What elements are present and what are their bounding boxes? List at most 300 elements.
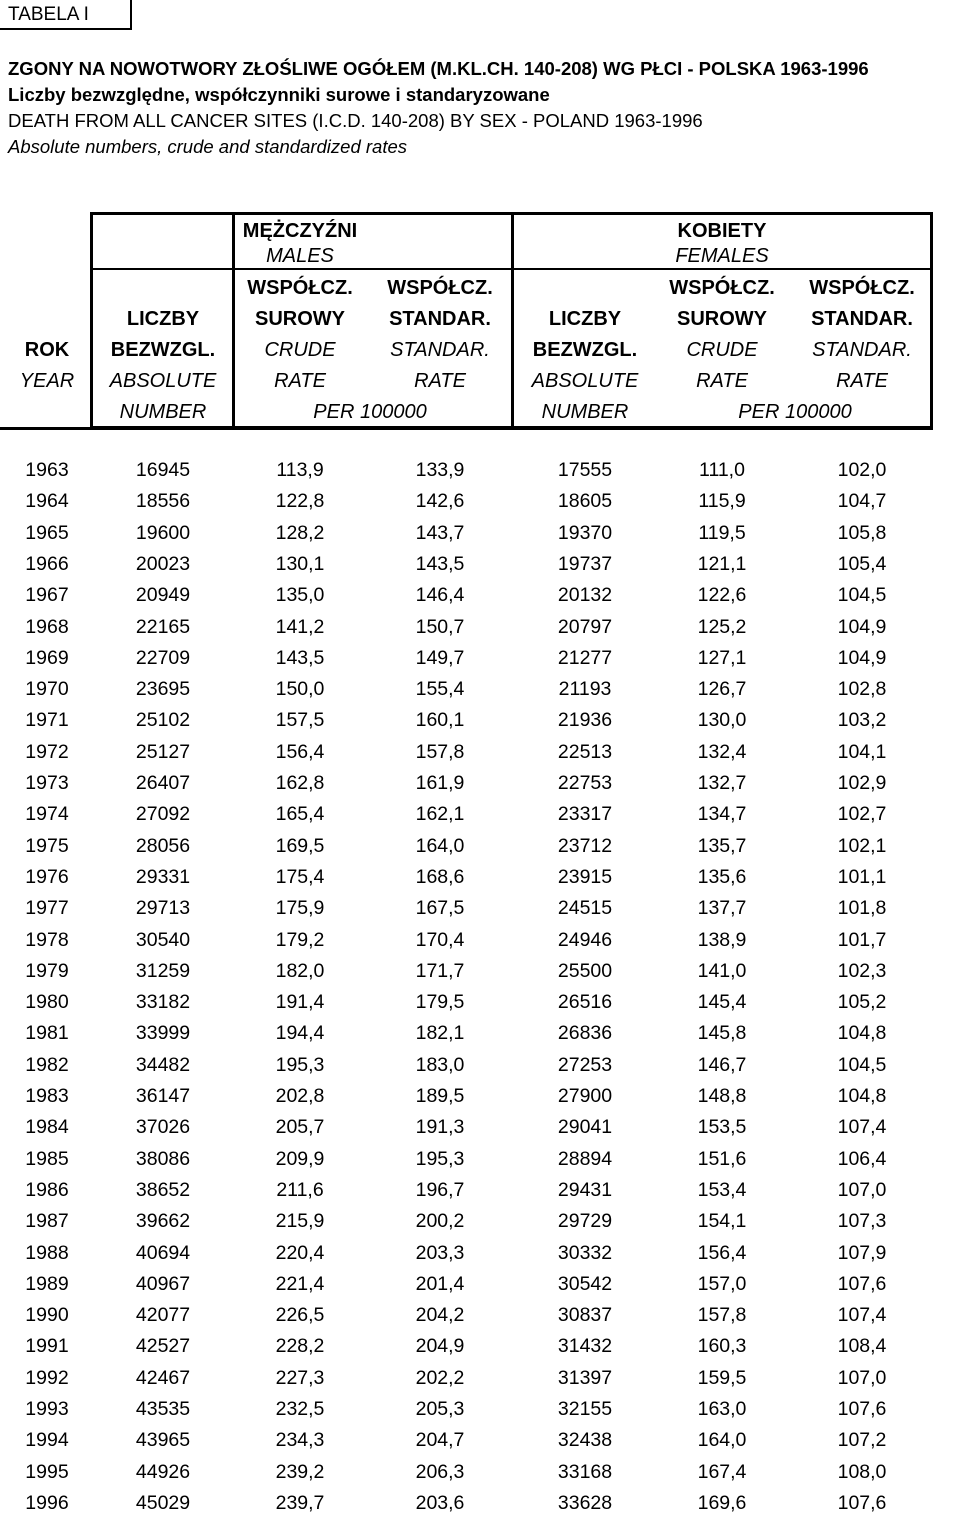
- m-crude-en1: CRUDE: [264, 339, 336, 361]
- f-abs-cell: 28894: [557, 1147, 613, 1170]
- f-std-cell: 101,1: [837, 865, 887, 888]
- year-cell: 1966: [25, 552, 69, 575]
- m-abs-cell: 44926: [135, 1460, 191, 1483]
- f-std-cell: 102,7: [837, 803, 887, 826]
- f-abs-cell: 23915: [557, 865, 613, 888]
- f-crude-en2: RATE: [696, 370, 748, 392]
- f-std-cell: 107,6: [837, 1491, 887, 1514]
- year-cell: 1978: [25, 928, 69, 951]
- subtitle-polish: Liczby bezwzględne, współczynniki surowe i standaryzowane: [8, 84, 550, 105]
- f-std-cell: 107,6: [837, 1272, 887, 1295]
- m-std-cell: 143,5: [415, 552, 465, 575]
- f-std-cell: 108,0: [837, 1460, 887, 1483]
- f-std-cell: 107,4: [837, 1304, 887, 1327]
- year-cell: 1980: [25, 991, 69, 1014]
- m-crude-cell: 122,8: [275, 490, 325, 513]
- m-std-pl2: STANDAR.: [389, 308, 491, 330]
- f-abs-cell: 24515: [557, 897, 613, 920]
- f-crude-cell: 159,5: [697, 1366, 747, 1389]
- year-cell: 1990: [25, 1304, 69, 1327]
- f-crude-cell: 138,9: [697, 928, 747, 951]
- year-cell: 1992: [25, 1366, 69, 1389]
- f-abs-pl1: LICZBY: [548, 308, 622, 330]
- females-heading-en: FEMALES: [675, 245, 769, 267]
- year-cell: 1984: [25, 1116, 69, 1139]
- m-std-cell: 201,4: [415, 1272, 465, 1295]
- m-abs-cell: 23695: [135, 678, 191, 701]
- f-crude-cell: 135,7: [697, 834, 747, 857]
- f-std-cell: 103,2: [837, 709, 887, 732]
- m-std-cell: 164,0: [415, 834, 465, 857]
- f-std-cell: 101,7: [837, 928, 887, 951]
- m-abs-cell: 18556: [135, 490, 191, 513]
- females-heading: KOBIETY: [677, 220, 767, 242]
- f-std-cell: 105,4: [837, 552, 887, 575]
- m-crude-cell: 141,2: [275, 615, 325, 638]
- year-cell: 1989: [25, 1272, 69, 1295]
- m-crude-cell: 232,5: [275, 1398, 325, 1420]
- year-cell: 1986: [25, 1178, 69, 1201]
- m-abs-cell: 27092: [135, 803, 191, 826]
- m-crude-cell: 239,2: [275, 1460, 325, 1483]
- m-std-en1: STANDAR.: [390, 339, 490, 361]
- m-crude-en2: RATE: [274, 370, 326, 392]
- m-abs-cell: 38652: [135, 1178, 191, 1201]
- m-abs-cell: 36147: [135, 1085, 191, 1107]
- m-abs-cell: 28056: [135, 834, 191, 857]
- table-row: [0, 678, 960, 709]
- year-cell: 1993: [25, 1398, 69, 1420]
- f-std-cell: 104,8: [837, 1022, 887, 1045]
- table-row: [0, 647, 960, 678]
- table-row: [0, 553, 960, 584]
- table-row: [0, 991, 960, 1022]
- f-std-cell: 102,3: [837, 959, 887, 982]
- m-abs-cell: 45029: [135, 1491, 191, 1514]
- m-crude-cell: 195,3: [275, 1053, 325, 1076]
- m-abs-cell: 31259: [135, 959, 191, 982]
- f-std-cell: 107,9: [837, 1241, 887, 1264]
- m-crude-cell: 128,2: [275, 521, 325, 544]
- m-std-cell: 149,7: [415, 646, 465, 669]
- f-std-cell: 105,8: [837, 521, 887, 544]
- m-std-cell: 179,5: [415, 991, 465, 1014]
- f-abs-pl2: BEZWZGL.: [532, 339, 638, 361]
- year-pl: ROK: [24, 339, 70, 361]
- m-abs-cell: 43535: [135, 1398, 191, 1420]
- m-crude-pl1: WSPÓŁCZ.: [247, 277, 353, 299]
- f-abs-cell: 33168: [557, 1460, 613, 1483]
- subtitle-english: Absolute numbers, crude and standardized rates: [8, 136, 408, 157]
- f-crude-cell: 119,5: [698, 521, 746, 544]
- m-crude-cell: 113,9: [276, 459, 324, 481]
- table-row: [0, 1148, 960, 1179]
- f-std-cell: 107,0: [837, 1366, 887, 1389]
- m-abs-cell: 20949: [135, 584, 191, 607]
- year-cell: 1982: [25, 1053, 69, 1076]
- f-std-cell: 107,4: [837, 1116, 887, 1139]
- f-abs-cell: 26836: [557, 1022, 613, 1045]
- f-abs-cell: 21277: [557, 646, 613, 669]
- table-row: [0, 1304, 960, 1335]
- year-cell: 1973: [25, 772, 69, 794]
- table-label: TABELA I: [0, 0, 132, 30]
- m-std-cell: 196,7: [415, 1178, 465, 1201]
- f-std-cell: 106,4: [837, 1147, 887, 1170]
- f-std-cell: 107,3: [837, 1210, 887, 1233]
- year-cell: 1985: [25, 1147, 69, 1170]
- m-crude-cell: 150,0: [275, 678, 325, 701]
- m-std-cell: 155,4: [415, 678, 465, 701]
- year-cell: 1972: [25, 740, 69, 763]
- m-crude-cell: 169,5: [275, 834, 325, 857]
- f-abs-cell: 29431: [557, 1178, 613, 1201]
- m-abs-cell: 29713: [135, 897, 191, 920]
- m-abs-cell: 33999: [135, 1022, 191, 1045]
- m-abs-cell: 42527: [135, 1335, 191, 1358]
- m-std-cell: 161,9: [415, 772, 465, 794]
- table-row: [0, 584, 960, 615]
- f-abs-cell: 25500: [557, 959, 613, 982]
- table-row: [0, 1116, 960, 1147]
- m-std-cell: 162,1: [415, 803, 465, 826]
- table-row: [0, 960, 960, 991]
- m-std-cell: 133,9: [415, 459, 465, 481]
- f-crude-cell: 126,7: [697, 678, 747, 701]
- table-row: [0, 803, 960, 834]
- table-row: [0, 1179, 960, 1210]
- f-crude-cell: 115,9: [698, 490, 746, 513]
- m-abs-cell: 20023: [135, 552, 191, 575]
- m-std-cell: 191,3: [415, 1116, 465, 1139]
- f-abs-en2: NUMBER: [541, 401, 629, 423]
- year-cell: 1981: [25, 1022, 69, 1045]
- f-std-cell: 104,9: [837, 646, 887, 669]
- f-abs-cell: 22753: [557, 772, 613, 794]
- f-crude-cell: 137,7: [697, 897, 747, 920]
- table-row: [0, 709, 960, 740]
- f-crude-cell: 132,7: [697, 772, 747, 794]
- m-std-cell: 195,3: [415, 1147, 465, 1170]
- f-std-cell: 102,1: [837, 834, 887, 857]
- m-abs-cell: 16945: [135, 459, 191, 481]
- f-crude-pl2: SUROWY: [677, 308, 767, 330]
- f-crude-cell: 121,1: [697, 552, 747, 575]
- table-row: [0, 897, 960, 928]
- year-cell: 1967: [25, 584, 69, 607]
- table-row: [0, 772, 960, 803]
- table-row: [0, 1398, 960, 1429]
- m-abs-cell: 19600: [135, 521, 191, 544]
- f-std-cell: 101,8: [837, 897, 887, 920]
- m-abs-cell: 34482: [135, 1053, 191, 1076]
- f-std-cell: 108,4: [837, 1335, 887, 1358]
- f-crude-cell: 127,1: [697, 646, 747, 669]
- title-polish: ZGONY NA NOWOTWORY ZŁOŚLIWE OGÓŁEM (M.KL.CH. 140-208) WG PŁCI - POLSKA 1963-1996: [8, 58, 869, 79]
- f-crude-cell: 122,6: [697, 584, 747, 607]
- f-std-cell: 102,9: [837, 772, 887, 794]
- table-row: [0, 522, 960, 553]
- m-crude-cell: 239,7: [275, 1491, 325, 1514]
- m-crude-cell: 205,7: [275, 1116, 325, 1139]
- f-crude-cell: 157,0: [697, 1272, 747, 1295]
- m-abs-cell: 25127: [135, 740, 191, 763]
- m-abs-en2: NUMBER: [119, 401, 207, 423]
- f-abs-cell: 29041: [557, 1116, 613, 1139]
- m-crude-cell: 156,4: [275, 740, 325, 763]
- f-crude-cell: 146,7: [697, 1053, 747, 1076]
- m-std-en2: RATE: [414, 370, 466, 392]
- f-per: PER 100000: [738, 401, 852, 423]
- f-abs-cell: 31397: [557, 1366, 613, 1389]
- f-crude-cell: 125,2: [697, 615, 747, 638]
- f-std-cell: 105,2: [837, 991, 887, 1014]
- header-bottom-rule: [0, 427, 933, 430]
- table-row: [0, 1242, 960, 1273]
- f-std-cell: 102,8: [837, 678, 887, 701]
- m-abs-cell: 37026: [135, 1116, 191, 1139]
- f-abs-cell: 32155: [557, 1398, 613, 1420]
- f-crude-pl1: WSPÓŁCZ.: [669, 277, 775, 299]
- f-std-cell: 107,6: [837, 1398, 887, 1420]
- m-std-cell: 189,5: [415, 1085, 465, 1107]
- f-abs-cell: 23712: [557, 834, 613, 857]
- f-abs-cell: 22513: [557, 740, 613, 763]
- f-crude-cell: 153,5: [697, 1116, 747, 1139]
- table-row: [0, 1461, 960, 1492]
- year-cell: 1994: [25, 1429, 69, 1452]
- f-abs-cell: 31432: [557, 1335, 613, 1358]
- f-std-en1: STANDAR.: [812, 339, 912, 361]
- f-crude-cell: 134,7: [697, 803, 747, 826]
- m-crude-cell: 130,1: [275, 552, 325, 575]
- m-crude-cell: 209,9: [275, 1147, 325, 1170]
- f-crude-cell: 151,6: [697, 1147, 747, 1170]
- m-per: PER 100000: [313, 401, 427, 423]
- m-std-cell: 171,7: [415, 959, 465, 982]
- m-crude-cell: 165,4: [275, 803, 325, 826]
- f-abs-cell: 30837: [557, 1304, 613, 1327]
- f-abs-cell: 17555: [557, 459, 613, 481]
- table-row: [0, 1054, 960, 1085]
- f-abs-cell: 33628: [557, 1491, 613, 1514]
- m-std-cell: 183,0: [415, 1053, 465, 1076]
- m-std-cell: 203,3: [415, 1241, 465, 1264]
- m-crude-cell: 202,8: [275, 1085, 325, 1107]
- f-std-cell: 102,0: [837, 459, 887, 481]
- m-crude-cell: 135,0: [275, 584, 325, 607]
- f-abs-cell: 19737: [557, 552, 613, 575]
- f-std-pl2: STANDAR.: [811, 308, 913, 330]
- table-row: [0, 741, 960, 772]
- f-abs-cell: 27900: [557, 1085, 613, 1107]
- m-std-pl1: WSPÓŁCZ.: [387, 277, 493, 299]
- table-row: [0, 1429, 960, 1460]
- year-cell: 1974: [25, 803, 69, 826]
- m-abs-cell: 42467: [135, 1366, 191, 1389]
- table-row: [0, 1367, 960, 1398]
- f-crude-en1: CRUDE: [686, 339, 758, 361]
- m-std-cell: 160,1: [415, 709, 465, 732]
- f-crude-cell: 141,0: [697, 959, 747, 982]
- year-cell: 1969: [25, 646, 69, 669]
- f-std-cell: 104,5: [837, 584, 887, 607]
- f-crude-cell: 135,6: [697, 865, 747, 888]
- table-row: [0, 929, 960, 960]
- m-std-cell: 170,4: [415, 928, 465, 951]
- f-abs-cell: 21936: [557, 709, 613, 732]
- year-cell: 1964: [25, 490, 69, 513]
- m-crude-cell: 211,6: [276, 1178, 324, 1201]
- year-cell: 1983: [25, 1085, 69, 1107]
- m-std-cell: 204,9: [415, 1335, 465, 1358]
- title-english: DEATH FROM ALL CANCER SITES (I.C.D. 140-208) BY SEX - POLAND 1963-1996: [8, 110, 703, 131]
- f-abs-cell: 24946: [557, 928, 613, 951]
- m-std-cell: 205,3: [415, 1398, 465, 1420]
- m-abs-cell: 29331: [135, 865, 191, 888]
- f-crude-cell: 164,0: [697, 1429, 747, 1452]
- table-row: [0, 1022, 960, 1053]
- f-crude-cell: 145,8: [697, 1022, 747, 1045]
- table-row: [0, 1210, 960, 1241]
- m-abs-cell: 38086: [135, 1147, 191, 1170]
- f-crude-cell: 145,4: [697, 991, 747, 1014]
- m-abs-cell: 25102: [135, 709, 191, 732]
- m-abs-pl2: BEZWZGL.: [110, 339, 216, 361]
- m-crude-cell: 194,4: [275, 1022, 325, 1045]
- m-crude-cell: 175,4: [275, 865, 325, 888]
- m-crude-cell: 175,9: [275, 897, 325, 920]
- m-abs-cell: 33182: [135, 991, 191, 1014]
- table-row: [0, 1273, 960, 1304]
- f-crude-cell: 154,1: [697, 1210, 747, 1233]
- f-std-pl1: WSPÓŁCZ.: [809, 277, 915, 299]
- m-std-cell: 150,7: [415, 615, 465, 638]
- m-crude-pl2: SUROWY: [255, 308, 345, 330]
- f-crude-cell: 160,3: [697, 1335, 747, 1358]
- year-cell: 1996: [25, 1491, 69, 1514]
- m-crude-cell: 143,5: [275, 646, 325, 669]
- f-abs-cell: 30332: [557, 1241, 613, 1264]
- m-abs-cell: 42077: [135, 1304, 191, 1327]
- f-std-cell: 107,2: [837, 1429, 887, 1452]
- m-std-cell: 204,2: [415, 1304, 465, 1327]
- f-crude-cell: 163,0: [697, 1398, 747, 1420]
- year-cell: 1979: [25, 959, 69, 982]
- m-crude-cell: 157,5: [275, 709, 325, 732]
- f-abs-cell: 20797: [557, 615, 613, 638]
- f-crude-cell: 132,4: [697, 740, 747, 763]
- header-rule: [90, 268, 933, 270]
- m-crude-cell: 234,3: [275, 1429, 325, 1452]
- f-std-cell: 104,9: [837, 615, 887, 638]
- m-std-cell: 167,5: [415, 897, 465, 920]
- f-crude-cell: 169,6: [697, 1491, 747, 1514]
- m-abs-cell: 22165: [135, 615, 191, 638]
- table-row: [0, 1335, 960, 1366]
- m-std-cell: 204,7: [415, 1429, 465, 1452]
- m-abs-cell: 40694: [135, 1241, 191, 1264]
- f-abs-cell: 30542: [557, 1272, 613, 1295]
- males-heading-en: MALES: [266, 245, 334, 267]
- f-crude-cell: 157,8: [697, 1304, 747, 1327]
- f-crude-cell: 167,4: [697, 1460, 747, 1483]
- m-crude-cell: 227,3: [275, 1366, 325, 1389]
- f-crude-cell: 148,8: [697, 1085, 747, 1107]
- m-abs-cell: 22709: [135, 646, 191, 669]
- m-abs-cell: 26407: [135, 772, 191, 794]
- year-cell: 1968: [25, 615, 69, 638]
- m-abs-cell: 43965: [135, 1429, 191, 1452]
- f-std-cell: 107,0: [837, 1178, 887, 1201]
- f-std-cell: 104,7: [837, 490, 887, 513]
- f-std-cell: 104,1: [837, 740, 887, 763]
- year-en: YEAR: [19, 370, 75, 392]
- year-cell: 1976: [25, 865, 69, 888]
- year-cell: 1988: [25, 1241, 69, 1264]
- m-crude-cell: 220,4: [275, 1241, 325, 1264]
- m-abs-pl1: LICZBY: [126, 308, 200, 330]
- m-crude-cell: 182,0: [275, 959, 325, 982]
- m-std-cell: 168,6: [415, 865, 465, 888]
- f-crude-cell: 111,0: [699, 459, 745, 481]
- m-crude-cell: 215,9: [275, 1210, 325, 1233]
- m-abs-cell: 40967: [135, 1272, 191, 1295]
- table-row: [0, 490, 960, 521]
- m-std-cell: 142,6: [415, 490, 465, 513]
- year-cell: 1977: [25, 897, 69, 920]
- m-crude-cell: 226,5: [275, 1304, 325, 1327]
- m-std-cell: 200,2: [415, 1210, 465, 1233]
- m-crude-cell: 191,4: [275, 991, 325, 1014]
- table-row: [0, 1085, 960, 1116]
- year-cell: 1971: [25, 709, 69, 732]
- m-std-cell: 182,1: [415, 1022, 465, 1045]
- year-cell: 1965: [25, 521, 69, 544]
- f-std-cell: 104,8: [837, 1085, 887, 1107]
- f-abs-en1: ABSOLUTE: [531, 370, 639, 392]
- m-crude-cell: 228,2: [275, 1335, 325, 1358]
- table-row: [0, 459, 960, 490]
- f-abs-cell: 20132: [557, 584, 613, 607]
- header-divider: [511, 212, 514, 429]
- m-crude-cell: 162,8: [275, 772, 325, 794]
- f-abs-cell: 23317: [557, 803, 613, 826]
- m-abs-cell: 30540: [135, 928, 191, 951]
- f-crude-cell: 130,0: [697, 709, 747, 732]
- year-cell: 1987: [25, 1210, 69, 1233]
- year-cell: 1991: [25, 1335, 69, 1358]
- f-std-cell: 104,5: [837, 1053, 887, 1076]
- header-divider: [232, 212, 235, 429]
- year-cell: 1995: [25, 1460, 69, 1483]
- f-crude-cell: 153,4: [697, 1178, 747, 1201]
- table-row: [0, 835, 960, 866]
- table-row: [0, 866, 960, 897]
- f-abs-cell: 26516: [557, 991, 613, 1014]
- f-crude-cell: 156,4: [697, 1241, 747, 1264]
- m-crude-cell: 221,4: [275, 1272, 325, 1295]
- table-row: [0, 616, 960, 647]
- year-cell: 1970: [25, 678, 69, 701]
- m-std-cell: 143,7: [415, 521, 465, 544]
- f-abs-cell: 19370: [557, 521, 613, 544]
- f-abs-cell: 32438: [557, 1429, 613, 1452]
- f-std-en2: RATE: [836, 370, 888, 392]
- m-std-cell: 203,6: [415, 1491, 465, 1514]
- m-std-cell: 146,4: [415, 584, 465, 607]
- m-crude-cell: 179,2: [275, 928, 325, 951]
